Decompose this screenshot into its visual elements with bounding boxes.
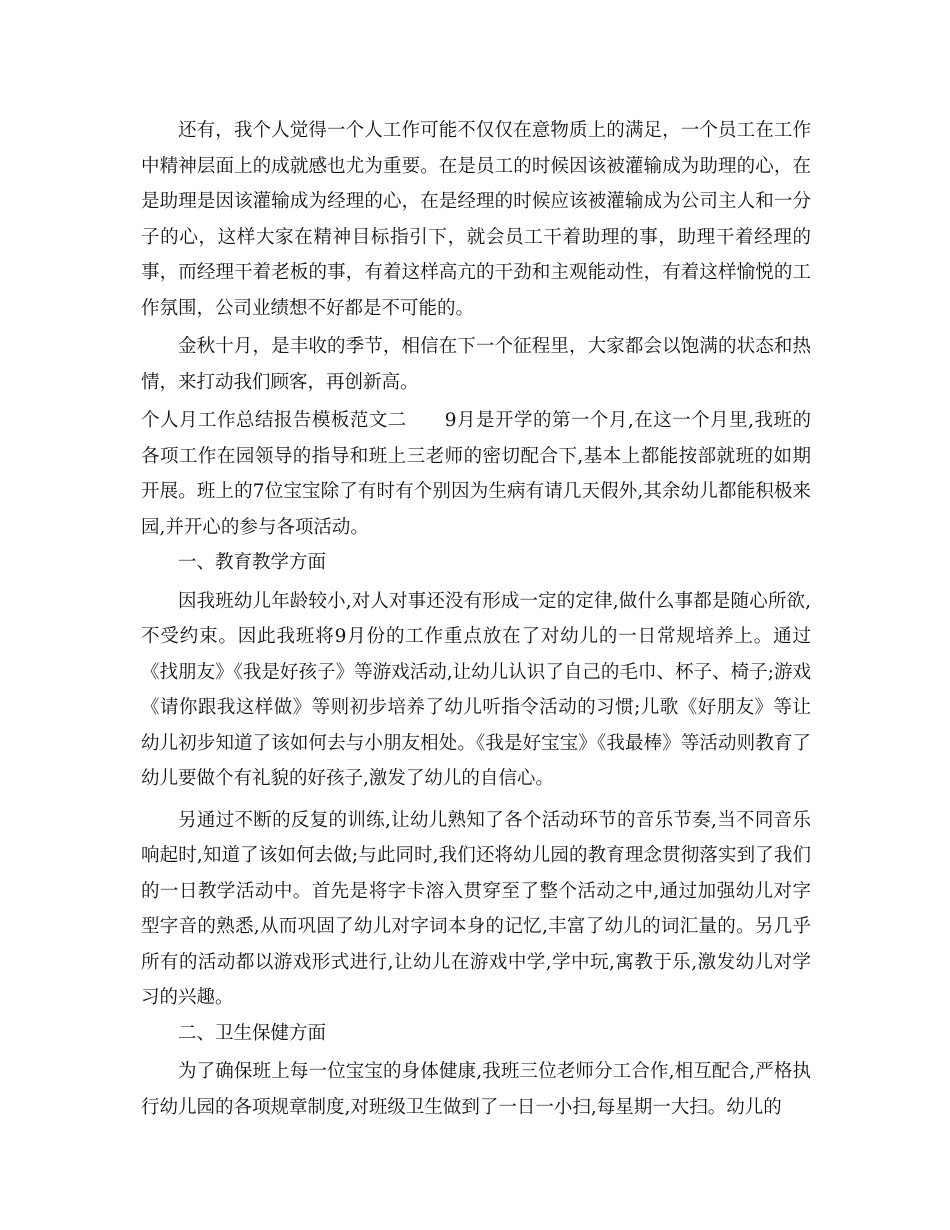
paragraph-template-two-intro: 个人月工作总结报告模板范文二 9月是开学的第一个月,在这一个月里,我班的各项工作在园领导的指导和班上三老师的密切配合下,基本上都能按部就班的如期开展。班上的7位宝宝除了有时有个别因为生病有请几天假外,其余幼儿都能积极来园,并开心的参与各项活动。 [141,410,811,538]
paragraph-golden-autumn: 金秋十月，是丰收的季节，相信在下一个征程里，大家都会以饱满的状态和热情，来打动我们顾客，再创新高。 [141,336,811,393]
section-heading-education: 一、教育教学方面 [178,552,327,573]
document-body [141,113,811,1125]
paragraph-work-spirit: 还有，我个人觉得一个人工作可能不仅仅在意物质上的满足，一个员工在工作中精神层面上的成就感也尤为重要。在是员工的时候因该被灌输成为助理的心，在是助理是因该灌输成为经理的心，在是经理的时候应该被灌输成为公司主人和一分子的心，这样大家在精神目标指引下，就会员工干着助理的事，助理干着经理的事，而经理干着老板的事，有着这样高亢的干劲和主观能动性，有着这样愉悦的工作氛围，公司业绩想不好都是不可能的。 [141,120,811,319]
paragraph-music-and-literacy: 另通过不断的反复的训练,让幼儿熟知了各个活动环节的音乐节奏,当不同音乐响起时,知道了该如何去做;与此同时,我们还将幼儿园的教育理念贯彻落实到了我们的一日教学活动中。首先是将字卡溶入贯穿至了整个活动之中,通过加强幼儿对字型字音的熟悉,从而巩固了幼儿对字词本身的记忆,丰富了幼儿的词汇量的。另几乎所有的活动都以游戏形式进行,让幼儿在游戏中学,学中玩,寓教于乐,激发幼儿对学习的兴趣。 [141,809,811,1008]
paragraph-routine-training: 因我班幼儿年龄较小,对人对事还没有形成一定的定律,做什么事都是随心所欲,不受约束。因此我班将9月份的工作重点放在了对幼儿的一日常规培养上。通过《找朋友》《我是好孩子》等游戏活动,让幼儿认识了自己的毛巾、杯子、椅子;游戏《请你跟我这样做》等则初步培养了幼儿听指令活动的习惯;儿歌《好朋友》等让幼儿初步知道了该如何去与小朋友相处。《我是好宝宝》《我最棒》等活动则教育了幼儿要做个有礼貌的好孩子,激发了幼儿的自信心。 [141,590,811,789]
section-heading-health: 二、卫生保健方面 [178,1022,327,1044]
paragraph-hygiene: 为了确保班上每一位宝宝的身体健康,我班三位老师分工合作,相互配合,严格执行幼儿园的各项规章制度,对班级卫生做到了一日一小扫,每星期一大扫。幼儿的 [141,1061,811,1118]
